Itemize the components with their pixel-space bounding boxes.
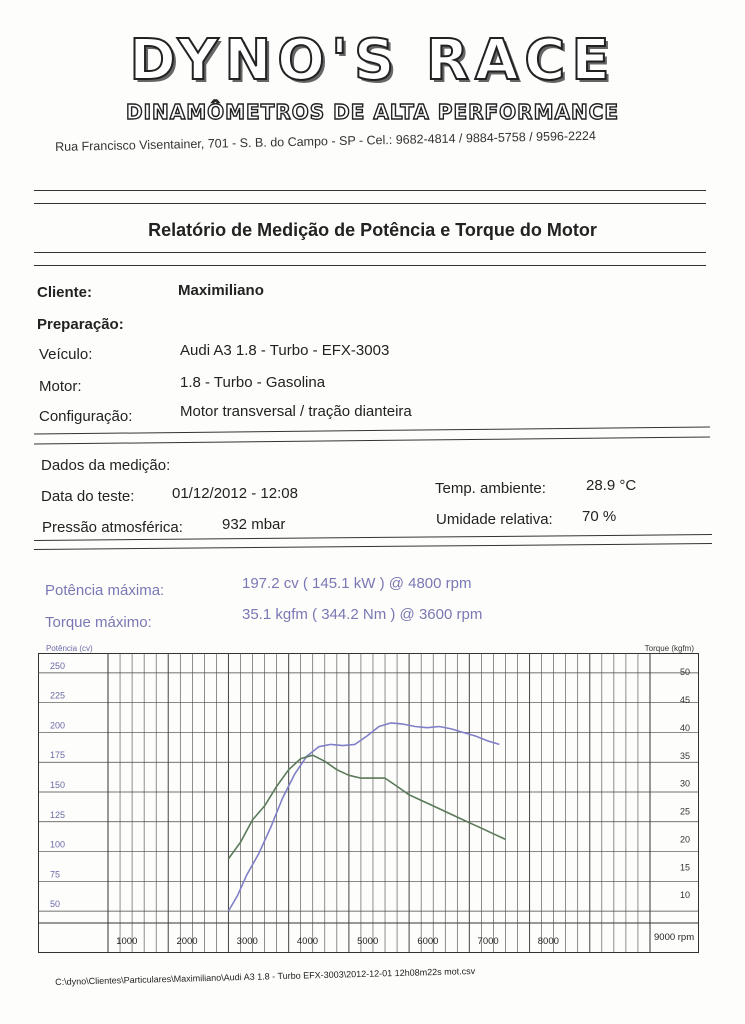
engine-value: 1.8 - Turbo - Gasolina <box>180 374 326 391</box>
torque-tick-label: 30 <box>679 778 690 789</box>
torque-tick-label: 20 <box>679 834 690 845</box>
power-tick-label: 125 <box>50 809 66 820</box>
report-title: Relatório de Medição de Potência e Torque do Motor <box>148 220 597 240</box>
client-label: Cliente: <box>37 284 93 301</box>
rpm-tick-label: 8000 <box>537 936 559 947</box>
company-tagline: DINAMÔMETROS DE ALTA PERFORMANCE <box>125 100 620 124</box>
configuration-value: Motor transversal / tração dianteira <box>180 403 412 420</box>
rpm-unit-label: 9000 rpm <box>654 932 695 943</box>
power-tick-label: 250 <box>50 660 66 671</box>
max-torque-label: Torque máximo: <box>45 614 152 631</box>
pressure-value: 932 mbar <box>222 516 286 533</box>
power-tick-label: 50 <box>50 899 61 910</box>
divider <box>34 190 706 191</box>
torque-tick-label: 50 <box>679 667 690 678</box>
power-tick-label: 75 <box>50 869 61 880</box>
torque-tick-label: 25 <box>679 806 690 817</box>
company-address: Rua Francisco Visentainer, 701 - S. B. do Campo - SP - Cel.: 9682-4814 / 9884-5758 / 9596-2224 <box>55 128 597 154</box>
torque-curve <box>228 755 505 859</box>
divider <box>34 436 710 444</box>
dyno-chart <box>38 645 708 960</box>
vehicle-label: Veículo: <box>39 346 93 363</box>
rpm-tick-label: 2000 <box>176 936 198 947</box>
client-value: Maximiliano <box>178 282 264 299</box>
torque-tick-label: 35 <box>679 750 690 761</box>
rpm-tick-label: 6000 <box>417 936 439 947</box>
configuration-label: Configuração: <box>39 408 133 425</box>
divider <box>34 265 706 266</box>
rpm-tick-label: 1000 <box>116 936 138 947</box>
divider <box>34 543 712 550</box>
power-tick-label: 100 <box>50 839 66 850</box>
company-logo: DYNO'S RACE <box>129 28 616 93</box>
humidity-label: Umidade relativa: <box>436 511 553 528</box>
torque-tick-label: 40 <box>679 722 690 733</box>
test-date-label: Data do teste: <box>41 488 135 505</box>
divider <box>34 252 706 253</box>
humidity-value: 70 % <box>582 508 617 525</box>
torque-tick-label: 15 <box>679 862 690 873</box>
rpm-tick-label: 4000 <box>296 936 319 947</box>
pressure-label: Pressão atmosférica: <box>42 519 183 536</box>
power-tick-label: 175 <box>50 750 66 761</box>
preparation-label: Preparação: <box>37 316 124 333</box>
torque-axis-title: Torque (kgfm) <box>644 645 694 653</box>
power-tick-label: 150 <box>50 780 66 790</box>
rpm-tick-label: 3000 <box>236 936 258 947</box>
file-path: C:\dyno\Clientes\Particulares\Maximiliano\Audi A3 1.8 - Turbo EFX-3003\2012-12-01 12h08m22s mot.csv <box>55 965 476 987</box>
chart-frame <box>39 654 699 953</box>
vehicle-value: Audi A3 1.8 - Turbo - EFX-3003 <box>180 342 390 359</box>
temperature-label: Temp. ambiente: <box>435 480 546 497</box>
torque-tick-label: 45 <box>679 695 690 706</box>
max-torque-value: 35.1 kgfm ( 344.2 Nm ) @ 3600 rpm <box>242 606 483 623</box>
max-power-value: 197.2 cv ( 145.1 kW ) @ 4800 rpm <box>242 575 472 592</box>
rpm-tick-label: 7000 <box>477 936 499 947</box>
power-tick-label: 225 <box>50 690 66 701</box>
engine-label: Motor: <box>39 378 82 395</box>
temperature-value: 28.9 °C <box>586 477 637 494</box>
rpm-tick-label: 5000 <box>357 936 379 947</box>
measurement-heading: Dados da medição: <box>41 457 171 474</box>
power-tick-label: 200 <box>50 720 66 731</box>
max-power-label: Potência máxima: <box>45 582 165 599</box>
power-axis-title: Potência (cv) <box>46 645 93 653</box>
torque-tick-label: 10 <box>679 890 690 901</box>
test-date-value: 01/12/2012 - 12:08 <box>172 485 298 502</box>
divider <box>34 426 710 434</box>
divider <box>34 203 706 204</box>
